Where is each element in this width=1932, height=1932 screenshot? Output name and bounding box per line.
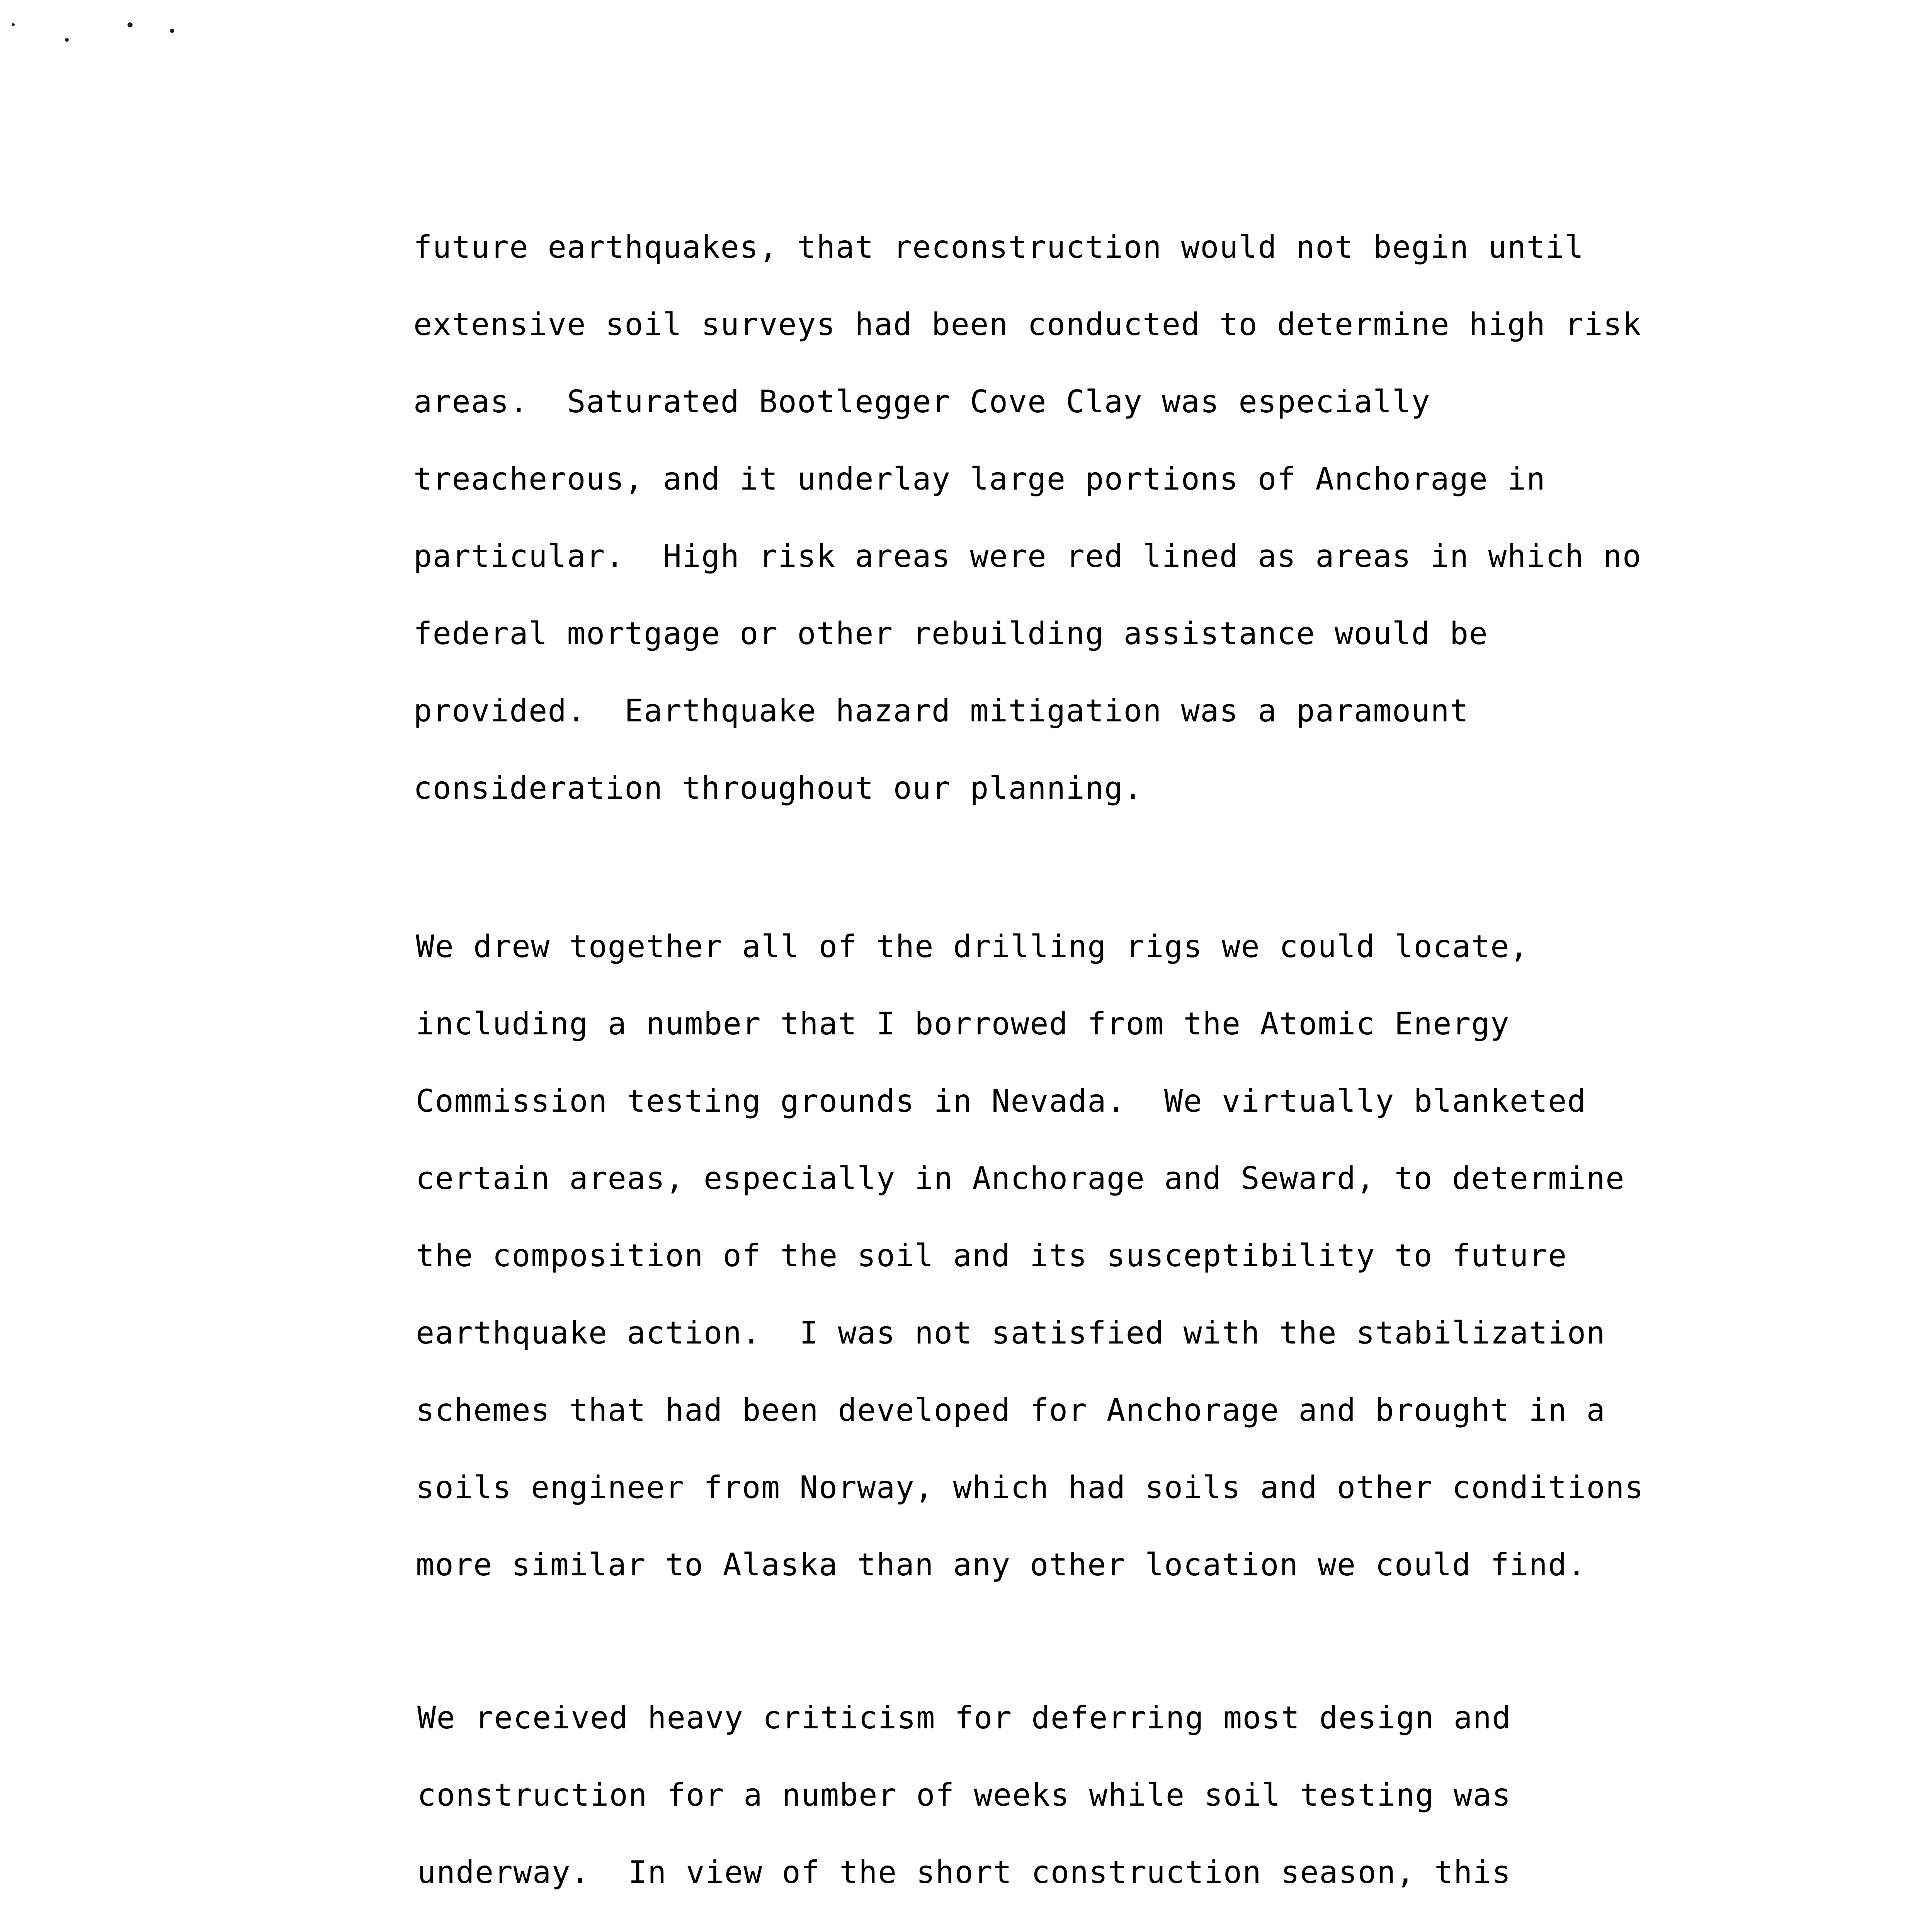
paragraph-2: [416, 908, 1644, 1604]
text-line: the composition of the soil and its susceptibility to future: [416, 1238, 1567, 1274]
text-line: construction for a number of weeks while soil testing was: [417, 1777, 1511, 1813]
text-line: certain areas, especially in Anchorage and Seward, to determine: [416, 1160, 1625, 1196]
text-line: Commission testing grounds in Nevada. We virtually blanketed: [416, 1083, 1587, 1119]
text-line: treacherous, and it underlay large portions of Anchorage in: [413, 461, 1546, 497]
paragraph-1: [413, 209, 1642, 827]
text-line: earthquake action. I was not satisfied with the stabilization: [416, 1315, 1606, 1351]
text-line: extensive soil surveys had been conducted to determine high risk: [413, 306, 1642, 342]
text-line: provided. Earthquake hazard mitigation was a paramount: [413, 693, 1469, 729]
text-line: underway. In view of the short construction season, this: [417, 1854, 1511, 1890]
text-line: [417, 1911, 1607, 1932]
scan-specks: [12, 19, 185, 46]
text-line: federal mortgage or other rebuilding assistance would be: [413, 616, 1488, 651]
text-line: We drew together all of the drilling rigs we could locate,: [416, 929, 1529, 964]
text-line: schemes that had been developed for Anchorage and brought in a: [416, 1392, 1606, 1428]
scan-speck: [12, 23, 15, 26]
text-line: future earthquakes, that reconstruction would not begin until: [413, 229, 1584, 265]
scan-speck: [65, 38, 69, 42]
text-line: areas. Saturated Bootlegger Cove Clay was especially: [413, 384, 1431, 420]
paragraph-3: [417, 1679, 1607, 1932]
scan-speck: [170, 29, 174, 33]
text-line: soils engineer from Norway, which had soils and other conditions: [416, 1469, 1644, 1505]
text-line: including a number that I borrowed from the Atomic Energy: [416, 1006, 1510, 1042]
text-line: particular. High risk areas were red lined as areas in which no: [413, 538, 1642, 574]
text-line: consideration throughout our planning.: [413, 770, 1143, 806]
text-line: more similar to Alaska than any other location we could find.: [416, 1547, 1587, 1583]
scan-speck: [128, 22, 133, 27]
text-line: We received heavy criticism for deferring most design and: [417, 1700, 1511, 1736]
